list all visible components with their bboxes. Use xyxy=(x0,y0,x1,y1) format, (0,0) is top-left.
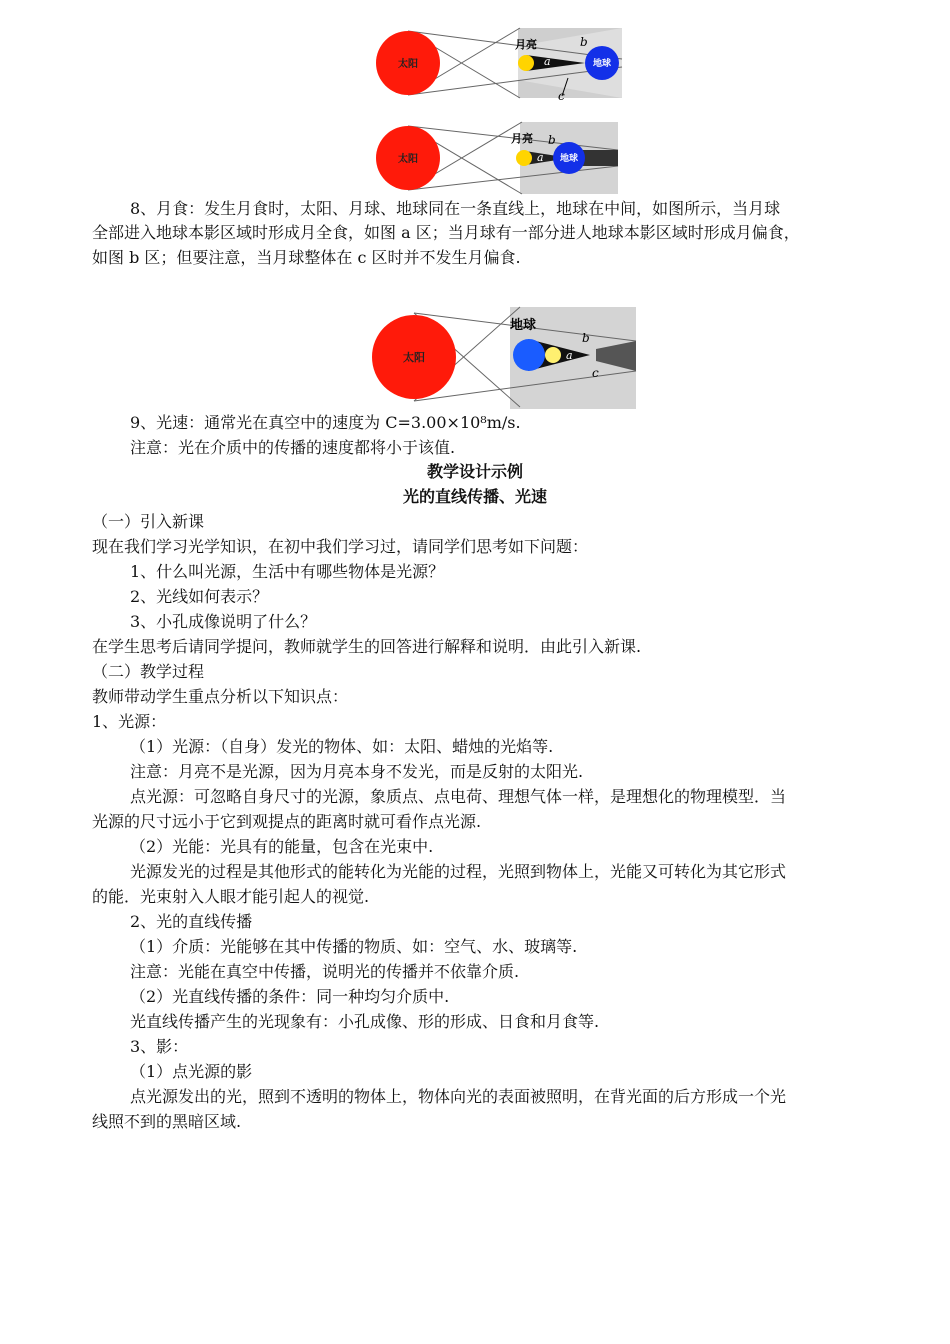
moon xyxy=(518,55,534,71)
section-subheading: 光的直线传播、光速 xyxy=(402,487,547,506)
body-line: 在学生思考后请同学提问，教师就学生的回答进行解释和说明．由此引入新课. xyxy=(92,637,642,656)
lunar-eclipse-diagram xyxy=(370,305,640,411)
body-line: 教师带动学生重点分析以下知识点： xyxy=(92,687,349,706)
sun-label: 太阳 xyxy=(398,59,418,70)
solar-eclipse-diagram-2 xyxy=(370,120,626,198)
body-line: 的能．光束射入人眼才能引起人的视觉. xyxy=(92,887,370,906)
moon xyxy=(516,150,532,166)
region-c-label: c xyxy=(592,366,599,380)
body-line: （一）引入新课 xyxy=(92,512,205,531)
body-line: （1）点光源的影 xyxy=(130,1062,253,1081)
solar-eclipse-diagram-1 xyxy=(370,26,626,100)
region-b-label: b xyxy=(548,133,556,147)
region-a-label: a xyxy=(537,151,544,164)
section-heading: 教学设计示例 xyxy=(426,462,523,481)
body-line: （1）光源：（自身）发光的物体、如：太阳、蜡烛的光焰等. xyxy=(130,737,554,756)
earth-label: 地球 xyxy=(592,59,612,69)
body-line: 现在我们学习光学知识，在初中我们学习过，请同学们思考如下问题： xyxy=(92,537,589,556)
earth-label: 地球 xyxy=(559,154,579,164)
region-c-label: c xyxy=(558,89,565,100)
earth-label: 地球 xyxy=(509,318,537,333)
region-b-label: b xyxy=(582,331,590,345)
moon-label: 月亮 xyxy=(511,132,533,145)
region-a-label: a xyxy=(544,55,551,68)
body-line: 1、什么叫光源，生活中有哪些物体是光源？ xyxy=(130,562,445,581)
moon xyxy=(545,347,561,363)
body-line: （1）介质：光能够在其中传播的物质、如：空气、水、玻璃等. xyxy=(130,937,578,956)
body-line: 点光源发出的光，照到不透明的物体上，物体向光的表面被照明，在背光面的后方形成一个光 xyxy=(130,1087,787,1106)
body-line: 2、光的直线传播 xyxy=(130,912,253,931)
body-line: 3、影： xyxy=(130,1037,189,1056)
region-a-label: a xyxy=(566,349,573,362)
paragraph-line: 如图 b 区；但要注意，当月球整体在 c 区时并不发生月偏食. xyxy=(92,248,521,267)
sun-label: 太阳 xyxy=(403,351,425,364)
earth xyxy=(513,339,545,371)
body-line: 点光源：可忽略自身尺寸的光源，象质点、点电荷、理想气体一样，是理想化的物理模型．当 xyxy=(130,787,787,806)
body-line: 3、小孔成像说明了什么？ xyxy=(130,612,317,631)
body-line: （2）光能：光具有的能量，包含在光束中. xyxy=(130,837,434,856)
body-line: 注意：光能在真空中传播，说明光的传播并不依靠介质. xyxy=(130,962,520,981)
body-line: （二）教学过程 xyxy=(92,662,205,681)
body-line: 1、光源： xyxy=(92,712,167,731)
body-line: （2）光直线传播的条件：同一种均匀介质中. xyxy=(130,987,450,1006)
paragraph-line: 9、光速：通常光在真空中的速度为 C=3.00×10⁸m/s. xyxy=(130,413,521,432)
body-line: 线照不到的黑暗区域. xyxy=(92,1112,242,1131)
paragraph-line: 全部进入地球本影区域时形成月全食，如图 a 区；当月球有一部分进人地球本影区域时形成月偏食， xyxy=(92,223,800,242)
paragraph-line: 注意：光在介质中的传播的速度都将小于该值. xyxy=(130,438,456,457)
moon-label: 月亮 xyxy=(515,38,537,51)
body-line: 光源的尺寸远小于它到观提点的距离时就可看作点光源. xyxy=(92,812,482,831)
body-line: 光源发光的过程是其他形式的能转化为光能的过程，光照到物体上，光能又可转化为其它形式 xyxy=(130,862,787,881)
paragraph-line: 8、月食：发生月食时，太阳、月球、地球同在一条直线上，地球在中间，如图所示，当月球 xyxy=(130,199,781,218)
body-line: 光直线传播产生的光现象有：小孔成像、形的形成、日食和月食等. xyxy=(130,1012,600,1031)
body-line: 注意：月亮不是光源，因为月亮本身不发光，而是反射的太阳光. xyxy=(130,762,584,781)
region-b-label: b xyxy=(580,35,588,49)
body-line: 2、光线如何表示？ xyxy=(130,587,269,606)
sun-label: 太阳 xyxy=(398,154,418,165)
